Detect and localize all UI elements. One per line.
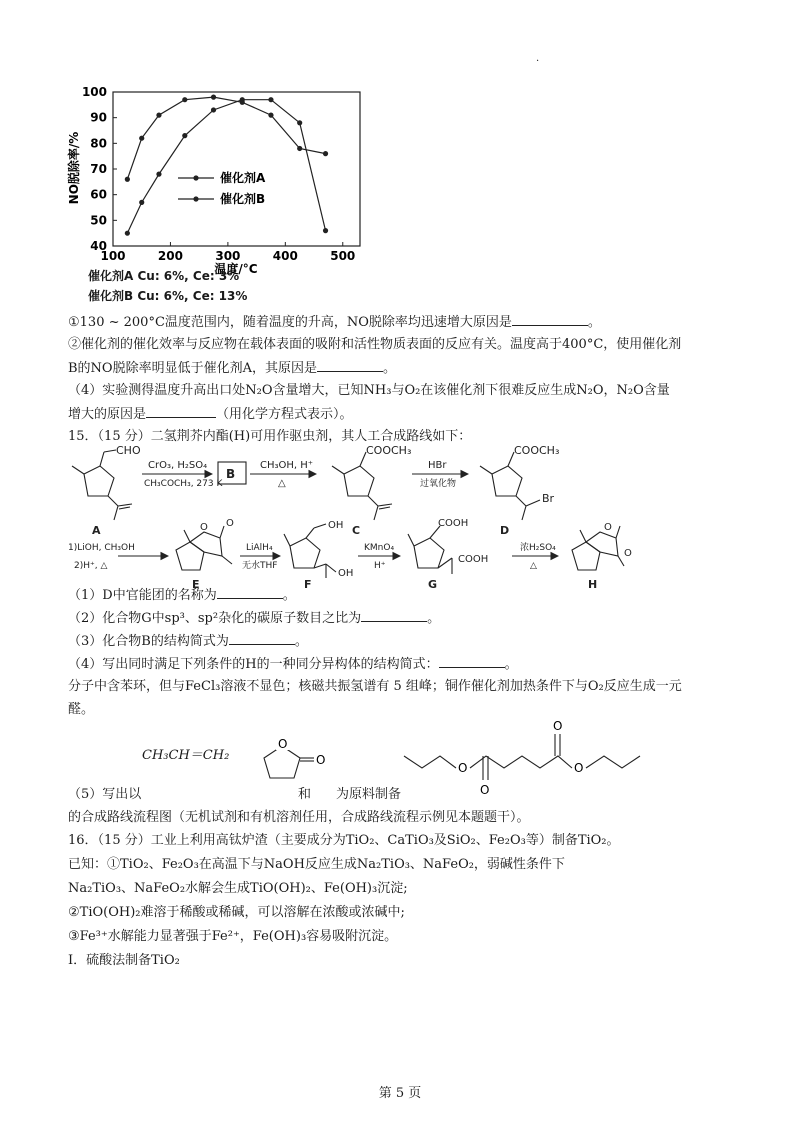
lactone-structure <box>248 732 338 798</box>
reagent-7a: 浓H₂SO₄ <box>520 543 556 553</box>
reagent-3b: 过氧化物 <box>420 479 457 489</box>
ester-o-1: O <box>458 761 468 775</box>
data-point-a <box>268 113 273 118</box>
answer-blank[interactable] <box>217 586 283 599</box>
group-cooch3-c: COOCH₃ <box>366 446 412 457</box>
box-b-label: B <box>226 467 236 481</box>
reagent-4a: 1)LiOH, CH₃OH <box>68 543 135 553</box>
data-point-b <box>156 172 161 177</box>
data-point-a <box>156 113 161 118</box>
compound-g <box>408 526 452 574</box>
q15-q1: （1）D中官能团的名称为 。 <box>68 588 296 603</box>
group-oh-f2: OH <box>338 568 354 579</box>
q16-intro: 16．（15 分）工业上利用高钛炉渣（主要成分为TiO₂、CaTiO₃及SiO₂、Fe₂O₃等）制备TiO₂。 <box>68 833 620 848</box>
reagent-7b: △ <box>530 561 537 571</box>
compound-d <box>480 452 540 520</box>
group-cooh-g2: COOH <box>458 554 489 565</box>
legend-marker-b <box>193 196 198 201</box>
chart-svg <box>60 78 380 276</box>
q15-q5-a: （5）写出以 <box>68 787 142 802</box>
q16-known-1: 已知：①TiO₂、Fe₂O₃在高温下与NaOH反应生成Na₂TiO₃、NaFeO₂，弱碱性条件下 <box>68 857 565 872</box>
q15-q5-b: 和 <box>298 787 312 802</box>
reagent-2a: CH₃OH, H⁺ <box>260 460 314 471</box>
legend-label-a: 催化剂A <box>220 171 266 185</box>
group-cooch3-d: COOCH₃ <box>514 446 560 457</box>
q16-section-1: Ⅰ．硫酸法制备TiO₂ <box>68 953 180 968</box>
q14-line-3: B的NO脱除率明显低于催化剂A，其原因是 。 <box>68 361 396 376</box>
data-point-b <box>297 120 302 125</box>
q14-line-4: （4）实验测得温度升高出口处N₂O含量增大，已知NH₃与O₂在该催化剂下很难反应生成N₂O，N₂O含量 <box>68 383 670 398</box>
data-point-b <box>139 200 144 205</box>
lactone-carbonyl-o: O <box>316 753 326 767</box>
y-tick-label: 90 <box>90 110 107 125</box>
data-point-b <box>268 97 273 102</box>
ester-o-2: O <box>480 783 490 796</box>
y-tick-label: 50 <box>90 213 107 228</box>
x-tick-label: 100 <box>100 249 126 263</box>
group-cho: CHO <box>116 446 141 457</box>
reagent-4b: 2)H⁺, △ <box>74 561 108 571</box>
q15-q3: （3）化合物B的结构简式为 。 <box>68 634 308 649</box>
answer-blank[interactable] <box>229 632 295 645</box>
data-point-a <box>182 97 187 102</box>
reagent-2b: △ <box>278 478 286 489</box>
diester-svg <box>398 716 668 796</box>
answer-blank[interactable] <box>317 359 383 372</box>
data-point-b <box>182 133 187 138</box>
q15-q2: （2）化合物G中sp³、sp²杂化的碳原子数目之比为 。 <box>68 611 441 626</box>
diester-structure <box>398 716 668 802</box>
reagent-5a: LiAlH₄ <box>246 543 273 553</box>
x-tick-label: 300 <box>215 249 241 263</box>
compound-c <box>332 452 392 520</box>
data-point-b <box>240 97 245 102</box>
label-e: E <box>192 578 200 591</box>
scheme-svg <box>64 446 744 596</box>
group-o-e2: O <box>226 518 234 529</box>
y-axis-label: NO脱除率/% <box>67 131 81 205</box>
group-cooh-g1: COOH <box>438 518 469 529</box>
x-tick-label: 500 <box>330 249 356 263</box>
q15-q4: （4）写出同时满足下列条件的H的一种同分异构体的结构简式： 。 <box>68 657 518 672</box>
answer-blank[interactable] <box>512 313 588 326</box>
group-o-e: O <box>200 522 208 533</box>
group-oh-f1: OH <box>328 520 344 531</box>
reagent-6b: H⁺ <box>374 561 386 571</box>
label-f: F <box>304 578 312 591</box>
label-d: D <box>500 524 510 537</box>
compound-a <box>72 450 132 520</box>
x-tick-label: 200 <box>157 249 183 263</box>
x-tick-label: 400 <box>272 249 298 263</box>
data-point-b <box>125 231 130 236</box>
page-footer: 第 5 页 <box>378 1086 422 1101</box>
q15-condition-2: 醛。 <box>68 702 95 717</box>
data-point-a <box>211 95 216 100</box>
reagent-1b: CH₃COCH₃, 273 K <box>144 479 223 489</box>
caption-catalyst-a: 催化剂A Cu: 6%, Ce: 3% <box>88 269 240 283</box>
label-h: H <box>588 578 598 591</box>
data-point-b <box>323 228 328 233</box>
q15-intro: 15．（15 分）二氢荆芥内酯(H)可用作驱虫剂，其人工合成路线如下： <box>68 429 472 444</box>
series-line-b <box>127 100 325 233</box>
answer-blank[interactable] <box>439 655 505 668</box>
group-br: Br <box>542 492 555 505</box>
reagent-1a: CrO₃, H₂SO₄ <box>148 460 208 471</box>
y-tick-label: 100 <box>81 85 107 99</box>
label-a: A <box>92 524 101 537</box>
y-tick-label: 60 <box>90 187 107 202</box>
no-removal-chart <box>60 78 380 282</box>
compound-h <box>572 526 624 570</box>
answer-blank[interactable] <box>146 405 216 418</box>
synthesis-scheme <box>64 446 744 602</box>
y-tick-label: 70 <box>90 162 107 176</box>
q14-line-1: ①130 ~ 200°C温度范围内，随着温度的升高，NO脱除率均迅速增大原因是 。 <box>68 315 601 330</box>
plot-frame <box>113 92 360 246</box>
q14-line-5: 增大的原因是 （用化学方程式表示）。 <box>68 407 353 422</box>
lactone-svg <box>248 732 338 792</box>
caption-catalyst-b: 催化剂B Cu: 6%, Ce: 13% <box>88 289 248 303</box>
ester-o-3: O <box>553 719 563 733</box>
propene-formula: CH₃CH＝CH₂ <box>142 748 230 763</box>
series-line-a <box>127 97 325 179</box>
answer-blank[interactable] <box>361 609 427 622</box>
q16-known-3: ②TiO(OH)₂难溶于稀酸或稀碱，可以溶解在浓酸或浓碱中; <box>68 905 405 920</box>
y-tick-label: 40 <box>90 239 107 253</box>
data-point-a <box>323 151 328 156</box>
label-g: G <box>428 578 438 591</box>
q15-q5-end: 的合成路线流程图（无机试剂和有机溶剂任用，合成路线流程示例见本题题干）。 <box>68 810 530 825</box>
group-o-h: O <box>604 522 612 533</box>
q16-known-4: ③Fe³⁺水解能力显著强于Fe²⁺，Fe(OH)₃容易吸附沉淀。 <box>68 929 398 944</box>
data-point-a <box>139 136 144 141</box>
data-point-a <box>125 177 130 182</box>
reagent-5b: 无水THF <box>242 561 278 571</box>
x-axis-label: 温度/°C <box>214 262 258 276</box>
reagent-3a: HBr <box>428 460 447 471</box>
header-mark: . <box>536 53 540 64</box>
data-point-b <box>211 107 216 112</box>
label-c: C <box>352 524 361 537</box>
y-tick-label: 80 <box>90 136 107 151</box>
legend-marker-a <box>193 175 198 180</box>
q14-line-2: ②催化剂的催化效率与反应物在载体表面的吸附和活性物质表面的反应有关。温度高于400°C，使用催化剂 <box>68 337 682 352</box>
compound-f <box>284 524 336 578</box>
group-o-h2: O <box>624 548 632 559</box>
ester-o-4: O <box>574 761 584 775</box>
lactone-ring-o: O <box>278 737 288 751</box>
q15-q5-c: 为原料制备 <box>336 787 402 802</box>
legend <box>178 170 266 206</box>
q16-known-2: Na₂TiO₃、NaFeO₂水解会生成TiO(OH)₂、Fe(OH)₃沉淀; <box>68 881 408 896</box>
legend-label-b: 催化剂B <box>220 192 266 206</box>
reagent-6a: KMnO₄ <box>364 543 395 553</box>
data-point-a <box>297 146 302 151</box>
q15-condition-1: 分子中含苯环，但与FeCl₃溶液不显色；核磁共振氢谱有 5 组峰；铜作催化剂加热条件下与O₂反应生成一元 <box>68 679 682 694</box>
